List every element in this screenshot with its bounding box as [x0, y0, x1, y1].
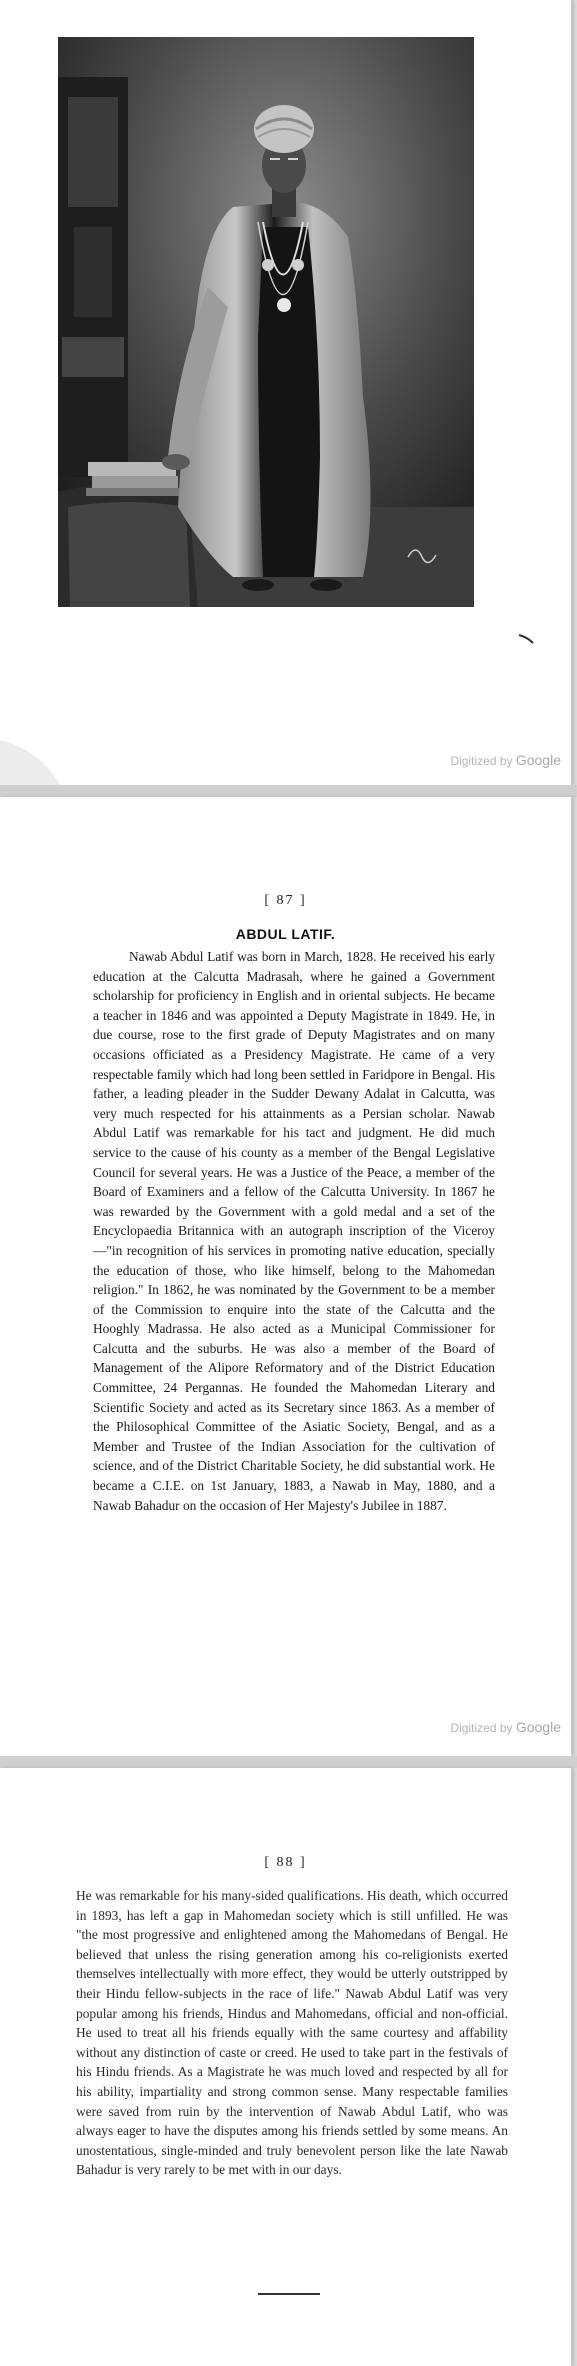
portrait-photograph [58, 37, 474, 607]
end-rule [258, 2293, 320, 2295]
page-3 [0, 1768, 572, 2366]
chapter-heading: ABDUL LATIF. [235, 926, 336, 942]
google-digitized-watermark: Digitized by Google [450, 1719, 561, 1735]
page-gap [0, 1756, 577, 1768]
page-mark [517, 633, 537, 647]
page-2 [0, 797, 572, 1756]
paragraph: Nawab Abdul Latif was born in March, 1828. He received his early education at the Calcutta Madrasah, where he gained a Government scholarship for proficiency in English and in oriental subjects. He became a teacher in 1846 and was appointed a Deputy Magistrate in 1849. He, in due course, rose to the first grade of Deputy Magistrates and on many occasions officiated as a Presidency Magistrate. He came of a very respectable family which had long been settled in Faridpore in Bengal. His father, a leading pleader in the Sudder Dewany Adalat in Calcutta, was very much respected for his attainments as a Persian scholar. Nawab Abdul Latif was remarkable for his tact and judgment. He did much service to the cause of his county as a member of the Bengal Legislative Council for several years. He was a Justice of the Peace, a member of the Board of Examiners and a fellow of the Calcutta University. In 1867 he was rewarded by the Government with a gold medal and a set of the Encyclopaedia Britannica with an autograph inscription of the Viceroy—"in recognition of his services in promoting native education, specially the education of those, who like himself, belong to the Mahomedan religion." In 1862, he was nominated by the Government to be a member of the Commission to enquire into the state of the Calcutta and the Hooghly Madrassa. He also acted as a Municipal Commissioner for Calcutta and the suburbs. He was also a member of the Board of Management of the Alipore Reformatory and of the District Education Committee, 24 Pergannas. He founded the Mahomedan Literary and Scientific Society and acted as its Secretary since 1863. As a member of the Philosophical Committee of the Asiatic Society, Bengal, and as a Member and Trustee of the Indian Association for the cultivation of science, and of the District Charitable Society, he did substantial work. He became a C.I.E. on 1st January, 1883, a Nawab in May, 1880, and a Nawab Bahadur on the occasion of Her Majesty's Jubilee in 1887. [93, 949, 495, 1513]
page-gap [0, 785, 577, 797]
google-digitized-watermark: Digitized by Google [450, 752, 561, 768]
page-number: [ 88 ] [264, 1855, 307, 1870]
body-text [76, 1886, 508, 2180]
page-corner-fold [0, 740, 60, 785]
page-1 [0, 0, 572, 785]
paragraph: He was remarkable for his many-sided qualifications. His death, which occurred in 1893, has left a gap in Mahomedan society which is still unfilled. He was "the most progressive and enlightened among the Mahomedans of Bengal. He believed that unless the rising generation among his co-religionists exerted themselves intellectually with more effect, they would be utterly outstripped by their Hindu fellow-subjects in the race of life." Nawab Abdul Latif was very popular among his friends, Hindus and Mahomedans, official and non-official. He used to treat all his friends equally with the same courtesy and affability without any distinction of caste or creed. He used to take part in the festivals of his Hindu friends. As a Magistrate he was much loved and respected by all for his ability, impartiality and strong common sense. Many respectable families were saved from ruin by the intervention of Nawab Abdul Latif, who was always eager to have the disputes among his friends settled by some means. An unostentatious, single-minded and truly benevolent person like the late Nawab Bahadur is very rarely to be met with in our days. [76, 1888, 508, 2178]
page-number: [ 87 ] [264, 893, 307, 908]
body-text [93, 947, 495, 1515]
